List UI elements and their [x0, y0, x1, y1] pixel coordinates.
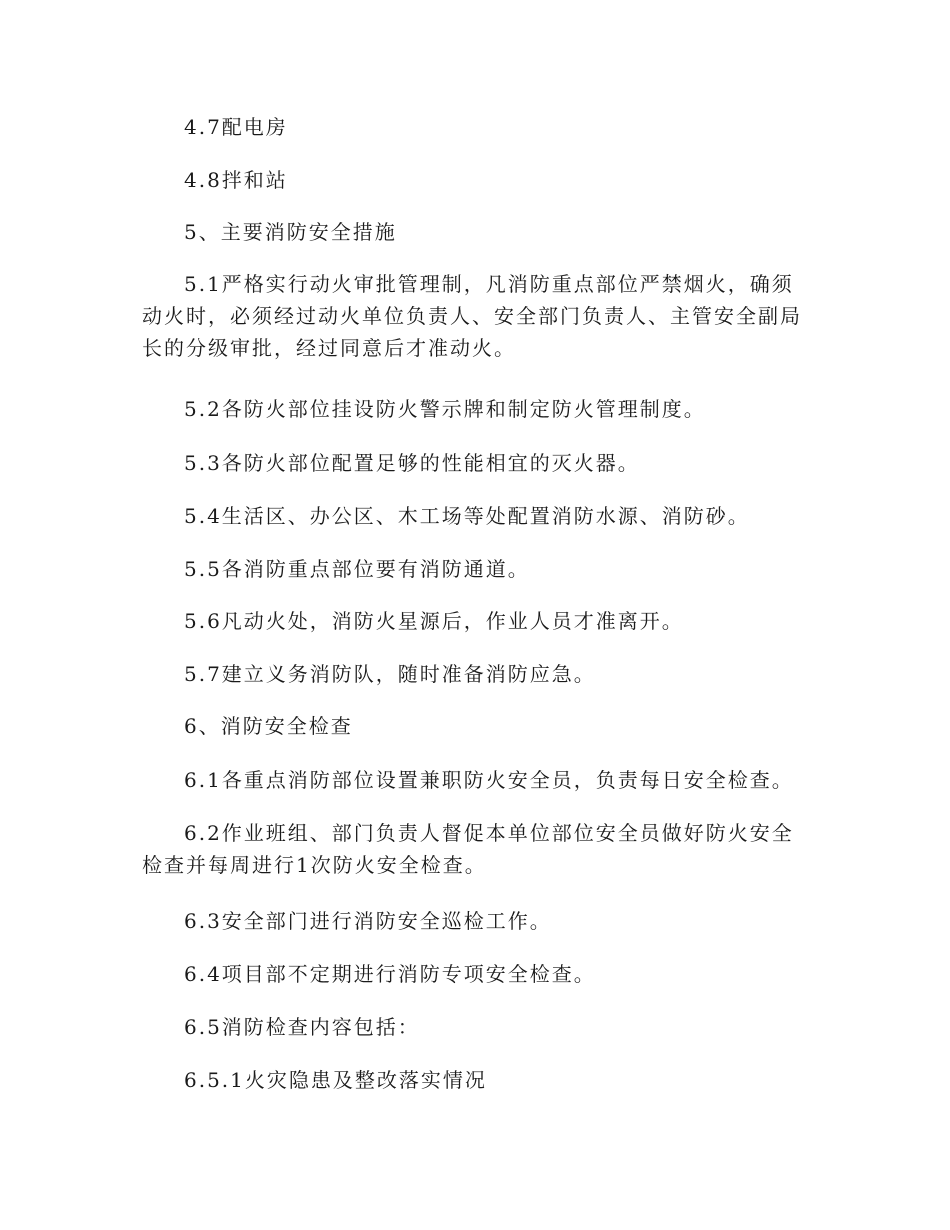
paragraph-5-7: 5.7建立义务消防队，随时准备消防应急。: [184, 662, 596, 686]
paragraph-6-2: 6.2作业班组、部门负责人督促本单位部位安全员做好防火安全检查并每周进行1次防火安全检查。: [142, 821, 794, 877]
paragraph-6-5: 6.5消防检查内容包括：: [184, 1015, 420, 1039]
section-heading-5: 5、主要消防安全措施: [184, 220, 397, 244]
paragraph-4-7: 4.7配电房: [184, 115, 288, 139]
paragraph-5-5: 5.5各消防重点部位要有消防通道。: [184, 557, 530, 581]
section-heading-6: 6、消防安全检查: [184, 714, 353, 738]
paragraph-5-3: 5.3各防火部位配置足够的性能相宜的灭火器。: [184, 451, 640, 475]
paragraph-5-2: 5.2各防火部位挂设防火警示牌和制定防火管理制度。: [184, 397, 706, 421]
paragraph-6-1: 6.1各重点消防部位设置兼职防火安全员，负责每日安全检查。: [184, 768, 794, 792]
paragraph-5-4: 5.4生活区、办公区、木工场等处配置消防水源、消防砂。: [184, 504, 750, 528]
paragraph-6-4: 6.4项目部不定期进行消防专项安全检查。: [184, 962, 596, 986]
paragraph-4-8: 4.8拌和站: [184, 168, 288, 192]
paragraph-6-5-1: 6.5.1火灾隐患及整改落实情况: [184, 1068, 487, 1092]
paragraph-5-1: 5.1严格实行动火审批管理制，凡消防重点部位严禁烟火，确须动火时，必须经过动火单位负责人、安全部门负责人、主管安全副局长的分级审批，经过同意后才准动火。: [142, 272, 802, 360]
paragraph-6-3: 6.3安全部门进行消防安全巡检工作。: [184, 909, 552, 933]
paragraph-5-6: 5.6凡动火处，消防火星源后，作业人员才准离开。: [184, 609, 684, 633]
